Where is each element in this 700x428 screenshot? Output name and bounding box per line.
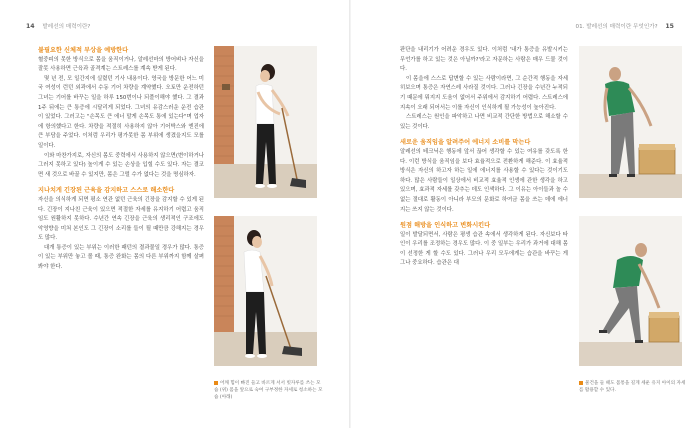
section-heading: 새로운 움직임을 알려주어 에너지 소비를 막는다 bbox=[400, 139, 531, 147]
paragraph: 판단을 내리기가 어려운 경우도 있다. 이처럼 '내가 통증을 유발시키는 무언가를 하고 있는 것은 아닐까?'라고 자문하는 사람은 매우 드물 것이다. bbox=[400, 47, 568, 73]
photo-woman-sweeping-bent bbox=[214, 216, 317, 366]
right-photo-caption bbox=[579, 380, 687, 394]
right-running-head bbox=[576, 22, 680, 30]
caption-text: 어깨 힘이 빠진 들고 바르게 서서 빗자루를 쓰는 모습 (위) 몸을 앞으로 숙여 구부정한 자세로 청소하는 모습 (아래) bbox=[214, 381, 323, 401]
paragraph: 혈중피의 못한 방식으로 몸을 움직이거나, 알레선마의 방어벼나 자신을 잘못 사용하면 근육과 골격계는 스트레스를 계속 받게 된다. bbox=[38, 56, 204, 73]
photo-woman-sweeping-upright bbox=[214, 46, 317, 198]
paragraph: 알레선의 테크닉은 행동에 앞서 끊어 생각할 수 있는 여유를 갖도록 한다. 이런 방식을 움직임을 보다 효율적으로 전환하게 해준다. 이 효율적 방식은 자신의 하고자 하는 일에 에너지를 사용할 수 있다는 것이기도 하다. 많은 사람들이 일상에서 비교적 효율적 인생에 관한 생각을 하고 있으며, 효과적 자세를 갖추는 데도 인색하다. 그 이유는 아이들과 놀 수 없는 절대로 활동이 아니라 부모의 문화로 하여금 몸을 쓰는 데에 에너지는 쓰지 않는 것이다. bbox=[400, 148, 568, 213]
right-running-title: 01. 발레선의 매력이란 무엇인가? bbox=[575, 24, 658, 30]
caption-text: 물건을 들 때도 몸통을 길게 세운 유지 아이의 자세를 활용할 수 있다. bbox=[579, 381, 686, 394]
photo-man-lifting-bent bbox=[579, 216, 682, 366]
right-page-number: 15 bbox=[665, 23, 674, 30]
section-heading: 지나치게 긴장된 근육을 감지하고 스스로 해소한다 bbox=[38, 187, 175, 195]
paragraph: 이와 마찬가지로, 자신의 몸도 중력에서 사용하지 않으면(변이하거나 그러지 못하고 있다) 높이게 수 있는 손상을 입힐 수도 있다. 자는 결코면 새 것으로 바꿀 수 있지만, 몸은 그럴 수가 없다는 것을 명심하자. bbox=[38, 152, 204, 178]
left-running-title: 발레선의 매력이란? bbox=[42, 24, 91, 30]
left-text-column bbox=[38, 46, 204, 273]
lifting-bent-illustration bbox=[579, 216, 682, 366]
paragraph: 자신을 의식하게 되면 평소 연관 없던 근육의 긴장을 감지할 수 있게 된다. 긴장이 지나친 근육이 있으면 적절한 자세를 유지하기 어렵고 움직임도 원활하지 못하다. 수년간 연속 긴장을 근육의 생리적인 구조에도 악영향을 미쳐 본인도 그 긴장이 소리를 들이 될 때만큼 강해지는 경우도 많다. bbox=[38, 196, 204, 242]
section-heading: 원점 해방을 인식하고 변화시킨다 bbox=[400, 222, 491, 230]
section-heading: 불필요한 신체적 부상을 예방한다 bbox=[38, 47, 129, 54]
right-text-column bbox=[400, 46, 568, 269]
caption-bullet-icon bbox=[579, 381, 583, 385]
left-page-number: 14 bbox=[26, 23, 35, 30]
photo-man-lifting-upright bbox=[579, 46, 682, 198]
lifting-illustration bbox=[579, 46, 682, 198]
paragraph: 몇 년 전, 모 일간지에 실렸던 기사 내용이다. 영국을 방문한 어느 미국 여성이 런던 외곽에서 수동 기어 차량을 계약했다. 오토만 운전하던 그녀는 기어를 바꾸는 일을 하루 150번이나 되풀이해야 했다. 그 결과 1주 뒤에는 큰 통증에 시달리게 되었다. 그녀의 유감스러운 운전 습관이 있었다. 그러고는 "손목도 큰 에너 말게 손목도 통에 있는다"며 업자에 항의했다고 한다. 차량을 적절히 사용하지 않아 기어박스와 엔진에 큰 부담을 주었다. 이처럼 우리가 평가못한 몸 부위에 생겼을지도 모를 일이다. bbox=[38, 75, 204, 149]
paragraph: 스트레스는 원인을 파악하고 나면 비교적 간단한 방법으로 해소할 수 있는 것이다. bbox=[400, 114, 568, 130]
paragraph: 대개 통증이 있는 부위는 이러한 패턴의 결과물일 경우가 많다. 통증이 있는 부위만 놓고 볼 때, 통증 완화는 몸의 다른 부위까지 함께 살펴봐야 한다. bbox=[38, 244, 204, 271]
paragraph: 일이 발달되면서, 사람은 평생 습관 속에서 생각하게 된다. 자신보다 타인이 우리를 조정하는 경우도 많다. 이 중 일부는 우리가 과거에 대해 몸이 선정한 게 할 수도 있다. 그러나 우리 모두에게는 습관을 바꾸는 게 그나 중요하다. 습관은 대 bbox=[400, 231, 568, 267]
sweeping-bent-illustration bbox=[214, 216, 317, 366]
caption-bullet-icon bbox=[214, 381, 218, 385]
left-running-head bbox=[20, 22, 90, 30]
paragraph: 이 몸을에 스스로 답변할 수 있는 사람이라면, 그 순간적 행동을 자세히보으며 통증은 자연스레 사라질 것이다. 그러나 긴장을 수년간 누적되기 때문에 뭐지지 도움이 없어서 주위에서 감지하기 어렵다. 스트레스에 지속이 오래 되어서는 이를 자신이 인식하게 될 가능성이 높아진다. bbox=[400, 75, 568, 111]
sweeping-illustration bbox=[214, 46, 317, 198]
left-photo-caption bbox=[214, 380, 324, 402]
page-gutter bbox=[349, 0, 351, 428]
